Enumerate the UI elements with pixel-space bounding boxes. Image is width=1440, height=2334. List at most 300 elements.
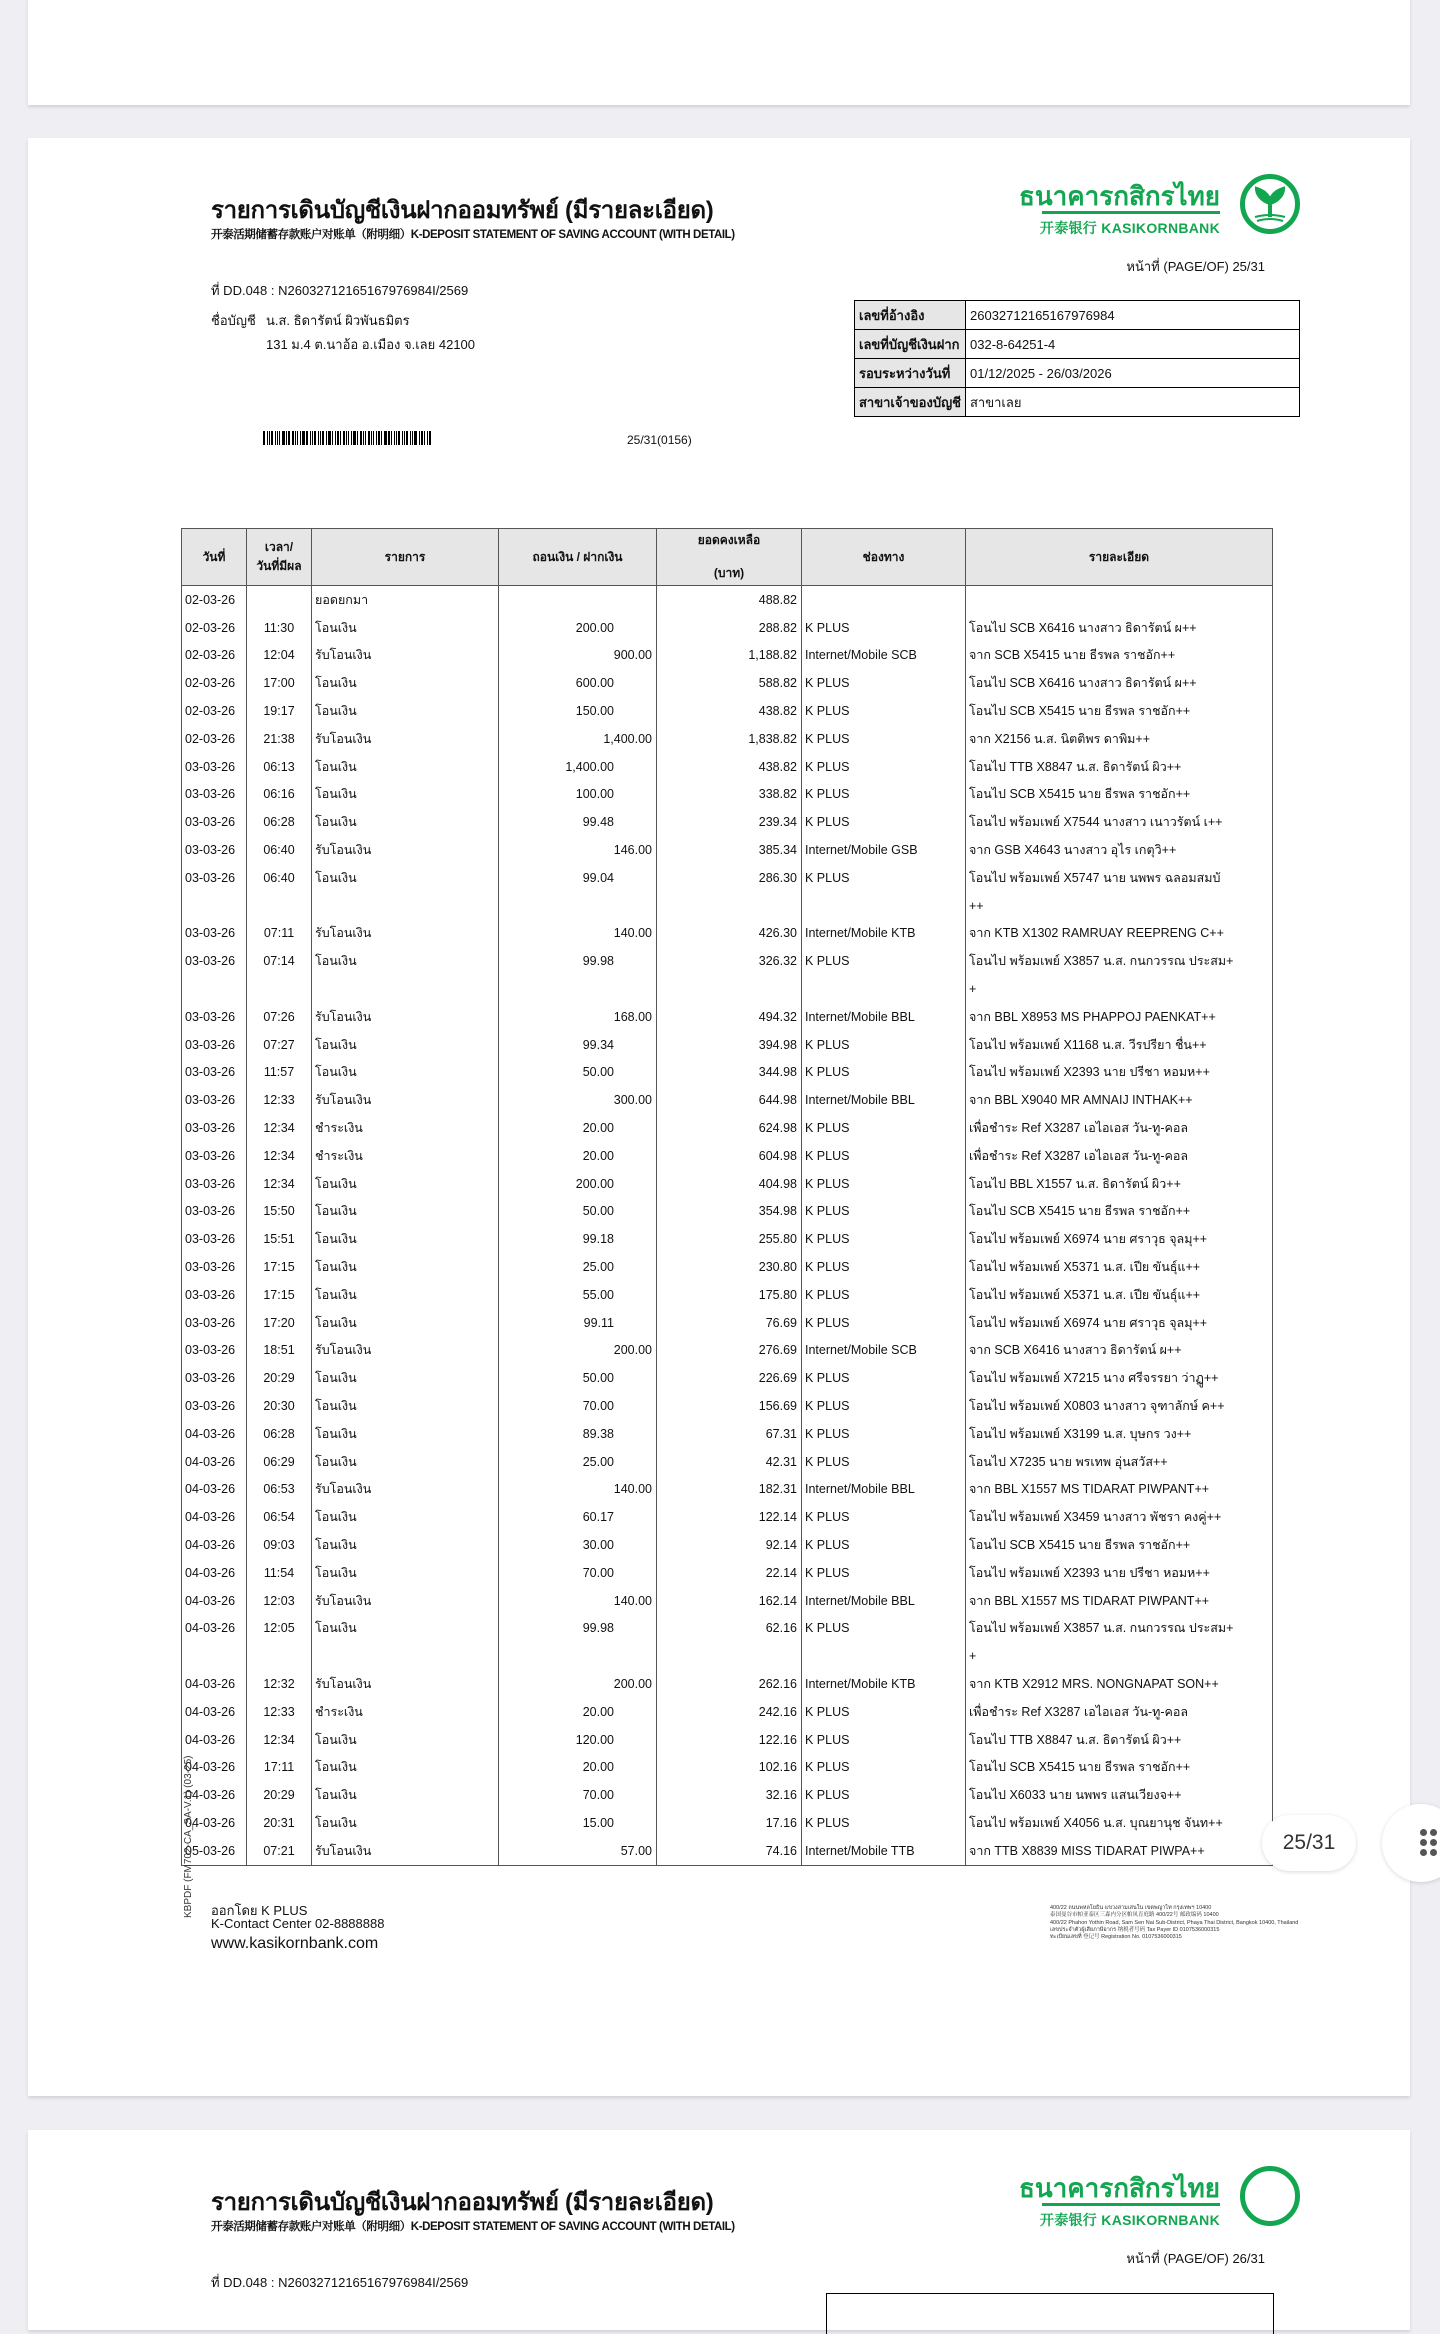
cell-time: 07:14: [247, 947, 312, 975]
barcode-bar: [353, 431, 356, 445]
cell-type: โอนเงิน: [312, 1753, 499, 1781]
table-row: [182, 669, 1273, 697]
cell-type: โอนเงิน: [312, 1420, 499, 1448]
cell-amount: 20.00: [499, 1698, 657, 1726]
barcode-bar: [300, 431, 301, 445]
cell-empty: [499, 975, 657, 1003]
cell-time: 15:51: [247, 1225, 312, 1253]
table-row: [182, 642, 1273, 670]
cell-time: 17:00: [247, 669, 312, 697]
cell-time: [247, 586, 312, 614]
cell-amount: 20.00: [499, 1142, 657, 1170]
barcode-bar: [398, 431, 400, 445]
cell-amount: 55.00: [499, 1281, 657, 1309]
website: www.kasikornbank.com: [211, 1935, 379, 1952]
table-row: [182, 1309, 1273, 1337]
cell-time: 06:29: [247, 1448, 312, 1476]
cell-time: 19:17: [247, 697, 312, 725]
cell-date: 02-03-26: [182, 697, 247, 725]
cell-time: 20:29: [247, 1364, 312, 1392]
info-row: [855, 301, 1300, 330]
cell-balance: 438.82: [657, 753, 802, 781]
cell-date: 02-03-26: [182, 586, 247, 614]
cell-date: 04-03-26: [182, 1587, 247, 1615]
cell-date: 04-03-26: [182, 1420, 247, 1448]
col-type: รายการ: [312, 529, 499, 586]
table-header-row: [182, 529, 1273, 586]
cell-date: 03-03-26: [182, 1003, 247, 1031]
cell-detail: โอนไป พร้อมเพย์ X5747 นาย นพพร ฉลอมสมบั: [966, 864, 1273, 892]
cell-channel: K PLUS: [802, 725, 966, 753]
bank-name-th: ธนาคารกสิกรไทย: [1019, 181, 1220, 211]
cell-channel: K PLUS: [802, 1225, 966, 1253]
cell-amount: 1,400.00: [499, 725, 657, 753]
table-row: [182, 920, 1273, 948]
cell-channel: K PLUS: [802, 1448, 966, 1476]
document-subtitle: 开泰活期储蓄存款账户对账单（附明细）K-DEPOSIT STATEMENT OF SAVING ACCOUNT (WITH DETAIL): [211, 2221, 735, 2233]
cell-detail: จาก KTB X2912 MRS. NONGNAPAT SON++: [966, 1670, 1273, 1698]
cell-balance: 385.34: [657, 836, 802, 864]
table-row-continuation: [182, 975, 1273, 1003]
info-value: สาขาเลย: [966, 388, 1300, 417]
cell-date: 03-03-26: [182, 1170, 247, 1198]
barcode-bar: [371, 431, 372, 445]
barcode-bar: [318, 431, 319, 445]
cell-detail: โอนไป พร้อมเพย์ X3857 น.ส. กนกวรรณ ประสม+: [966, 1614, 1273, 1642]
cell-balance: 262.16: [657, 1670, 802, 1698]
cell-type: โอนเงิน: [312, 1726, 499, 1754]
cell-detail: โอนไป พร้อมเพย์ X1168 น.ส. วีรปรียา ชื่น++: [966, 1031, 1273, 1059]
cell-amount: 120.00: [499, 1726, 657, 1754]
barcode-bar: [320, 431, 321, 445]
table-row: [182, 1753, 1273, 1781]
barcode-bar: [275, 431, 276, 445]
cell-time: 11:30: [247, 614, 312, 642]
cell-amount: 600.00: [499, 669, 657, 697]
cell-channel: K PLUS: [802, 808, 966, 836]
cell-detail: โอนไป พร้อมเพย์ X3857 น.ส. กนกวรรณ ประสม+: [966, 947, 1273, 975]
cell-detail: เพื่อชำระ Ref X3287 เอไอเอส วัน-ทู-คอล: [966, 1114, 1273, 1142]
cell-empty: [802, 892, 966, 920]
cell-detail: จาก BBL X1557 MS TIDARAT PIWPANT++: [966, 1476, 1273, 1504]
col-time: เวลา/ วันที่มีผล: [247, 529, 312, 586]
barcode-bar: [328, 431, 331, 445]
cell-balance: 255.80: [657, 1225, 802, 1253]
kbank-leaf-icon: [1240, 174, 1300, 234]
cell-detail: โอนไป พร้อมเพย์ X5371 น.ส. เปีย ขันธุ์แ++: [966, 1253, 1273, 1281]
barcode-bar: [404, 431, 405, 445]
cell-detail: จาก BBL X1557 MS TIDARAT PIWPANT++: [966, 1587, 1273, 1615]
cell-balance: 1,838.82: [657, 725, 802, 753]
form-code: KBPDF (FM702-CA_SA-V.1) (03-25): [183, 1755, 194, 1918]
cell-date: 03-03-26: [182, 864, 247, 892]
cell-channel: K PLUS: [802, 781, 966, 809]
table-row: [182, 781, 1273, 809]
cell-type: รับโอนเงิน: [312, 1337, 499, 1365]
cell-type: รับโอนเงิน: [312, 642, 499, 670]
table-row: [182, 586, 1273, 614]
col-date: วันที่: [182, 529, 247, 586]
cell-detail: จาก BBL X9040 MR AMNAIJ INTHAK++: [966, 1086, 1273, 1114]
cell-channel: K PLUS: [802, 1698, 966, 1726]
info-label: สาขาเจ้าของบัญชี: [855, 388, 966, 417]
cell-type: โอนเงิน: [312, 753, 499, 781]
cell-channel: Internet/Mobile BBL: [802, 1086, 966, 1114]
cell-type: โอนเงิน: [312, 1781, 499, 1809]
cell-channel: [802, 586, 966, 614]
cell-detail: โอนไป SCB X5415 นาย ธีรพล ราชอัก++: [966, 697, 1273, 725]
cell-date: 04-03-26: [182, 1503, 247, 1531]
cell-channel: Internet/Mobile BBL: [802, 1003, 966, 1031]
barcode-bar: [302, 431, 305, 445]
info-row: [855, 330, 1300, 359]
cell-detail: โอนไป TTB X8847 น.ส. ธิดารัตน์ ผิว++: [966, 1726, 1273, 1754]
table-row: [182, 1587, 1273, 1615]
cell-time: 21:38: [247, 725, 312, 753]
cell-amount: 57.00: [499, 1837, 657, 1865]
cell-empty: [657, 975, 802, 1003]
table-row: [182, 1781, 1273, 1809]
cell-channel: K PLUS: [802, 1753, 966, 1781]
table-row: [182, 1476, 1273, 1504]
cell-time: 12:33: [247, 1698, 312, 1726]
cell-detail-continuation: +: [966, 975, 1273, 1003]
cell-channel: K PLUS: [802, 1559, 966, 1587]
cell-empty: [182, 975, 247, 1003]
cell-empty: [182, 1642, 247, 1670]
account-name: น.ส. ธิดารัตน์ ผิวพันธมิตร: [266, 313, 410, 328]
col-channel: ช่องทาง: [802, 529, 966, 586]
cell-empty: [802, 975, 966, 1003]
contact-center: K-Contact Center 02-8888888: [211, 1916, 385, 1931]
cell-balance: 354.98: [657, 1198, 802, 1226]
table-row: [182, 1364, 1273, 1392]
barcode-bar: [373, 431, 374, 445]
cell-date: 04-03-26: [182, 1559, 247, 1587]
barcode-bar: [391, 431, 392, 445]
cell-date: 03-03-26: [182, 753, 247, 781]
cell-balance: 74.16: [657, 1837, 802, 1865]
barcode-bar: [410, 431, 411, 445]
cell-detail: โอนไป SCB X5415 นาย ธีรพล ราชอัก++: [966, 1198, 1273, 1226]
cell-type: โอนเงิน: [312, 947, 499, 975]
cell-time: 20:30: [247, 1392, 312, 1420]
cell-channel: K PLUS: [802, 1198, 966, 1226]
cell-channel: K PLUS: [802, 864, 966, 892]
cell-type: โอนเงิน: [312, 1198, 499, 1226]
cell-balance: 22.14: [657, 1559, 802, 1587]
cell-amount: 140.00: [499, 920, 657, 948]
cell-balance: 102.16: [657, 1753, 802, 1781]
cell-type: โอนเงิน: [312, 1503, 499, 1531]
cell-amount: 99.34: [499, 1031, 657, 1059]
table-row: [182, 725, 1273, 753]
statement-page: [28, 138, 1410, 2096]
cell-balance: 17.16: [657, 1809, 802, 1837]
table-row: [182, 1059, 1273, 1087]
barcode-bar: [332, 431, 333, 445]
cell-channel: K PLUS: [802, 1031, 966, 1059]
account-info-table: [826, 2293, 1274, 2334]
info-value: 032-8-64251-4: [966, 330, 1300, 359]
cell-type: ยอดยกมา: [312, 586, 499, 614]
cell-channel: K PLUS: [802, 1170, 966, 1198]
cell-type: ชำระเงิน: [312, 1142, 499, 1170]
cell-date: 03-03-26: [182, 781, 247, 809]
barcode-bar: [312, 431, 313, 445]
cell-amount: 50.00: [499, 1364, 657, 1392]
cell-date: 05-03-26: [182, 1837, 247, 1865]
cell-date: 04-03-26: [182, 1614, 247, 1642]
cell-balance: 326.32: [657, 947, 802, 975]
cell-amount: 89.38: [499, 1420, 657, 1448]
kasikornbank-logo: [1019, 2166, 1300, 2238]
table-row: [182, 1503, 1273, 1531]
table-row: [182, 1809, 1273, 1837]
next-page: [28, 2130, 1410, 2330]
issued-by: ออกโดย K PLUS: [211, 1903, 308, 1918]
cell-type: รับโอนเงิน: [312, 836, 499, 864]
cell-time: 12:34: [247, 1142, 312, 1170]
account-address: 131 ม.4 ต.นาอ้อ อ.เมือง จ.เลย 42100: [266, 337, 476, 352]
cell-time: 20:29: [247, 1781, 312, 1809]
cell-detail: [966, 586, 1273, 614]
cell-time: 12:32: [247, 1670, 312, 1698]
cell-detail: จาก SCB X6416 นางสาว ธิดารัตน์ ผ++: [966, 1337, 1273, 1365]
cell-channel: K PLUS: [802, 669, 966, 697]
cell-detail: โอนไป พร้อมเพย์ X7215 นาง ศรีจรรยา ว่าฏู++: [966, 1364, 1273, 1392]
barcode-bar: [263, 431, 265, 445]
address-line: ทะเบียนเลขที่ 登记号 Registration No. 0107536000315: [1050, 1934, 1182, 1941]
cell-detail: โอนไป พร้อมเพย์ X7544 นางสาว เนาวรัตน์ เ++: [966, 808, 1273, 836]
cell-channel: Internet/Mobile KTB: [802, 1670, 966, 1698]
cell-amount: 99.11: [499, 1309, 657, 1337]
info-value: 01/12/2025 - 26/03/2026: [966, 359, 1300, 388]
cell-empty: [312, 1642, 499, 1670]
cell-detail: โอนไป พร้อมเพย์ X6974 นาย ศราวุธ จุลมุ++: [966, 1309, 1273, 1337]
table-row: [182, 1003, 1273, 1031]
barcode-bar: [335, 431, 336, 445]
cell-balance: 156.69: [657, 1392, 802, 1420]
cell-type: โอนเงิน: [312, 808, 499, 836]
cell-channel: Internet/Mobile BBL: [802, 1587, 966, 1615]
table-row: [182, 1420, 1273, 1448]
cell-amount: 99.98: [499, 947, 657, 975]
cell-empty: [247, 892, 312, 920]
cell-channel: K PLUS: [802, 1364, 966, 1392]
cell-amount: 168.00: [499, 1003, 657, 1031]
cell-time: 06:28: [247, 1420, 312, 1448]
bank-name-en: 开泰银行 KASIKORNBANK: [1039, 220, 1220, 236]
cell-detail: โอนไป พร้อมเพย์ X2393 นาย ปรีชา หอมห++: [966, 1559, 1273, 1587]
cell-balance: 644.98: [657, 1086, 802, 1114]
cell-type: โอนเงิน: [312, 781, 499, 809]
barcode-bar: [346, 431, 347, 445]
barcode-bar: [310, 431, 311, 445]
cell-detail: โอนไป พร้อมเพย์ X3459 นางสาว พัชรา คงคู่++: [966, 1503, 1273, 1531]
cell-type: โอนเงิน: [312, 1170, 499, 1198]
cell-date: 03-03-26: [182, 1281, 247, 1309]
cell-time: 06:28: [247, 808, 312, 836]
cell-channel: K PLUS: [802, 1531, 966, 1559]
cell-amount: 50.00: [499, 1198, 657, 1226]
cell-detail: โอนไป SCB X6416 นางสาว ธิดารัตน์ ผ++: [966, 614, 1273, 642]
cell-channel: K PLUS: [802, 1420, 966, 1448]
cell-detail: โอนไป SCB X5415 นาย ธีรพล ราชอัก++: [966, 1753, 1273, 1781]
table-row: [182, 1170, 1273, 1198]
cell-type: ชำระเงิน: [312, 1114, 499, 1142]
cell-channel: K PLUS: [802, 1726, 966, 1754]
cell-amount: 200.00: [499, 1337, 657, 1365]
cell-balance: 162.14: [657, 1587, 802, 1615]
cell-date: 03-03-26: [182, 1059, 247, 1087]
cell-balance: 588.82: [657, 669, 802, 697]
info-label: เลขที่อ้างอิง: [855, 301, 966, 330]
cell-date: 02-03-26: [182, 642, 247, 670]
barcode-bar: [286, 431, 287, 445]
cell-type: รับโอนเงิน: [312, 1086, 499, 1114]
cell-type: โอนเงิน: [312, 697, 499, 725]
barcode-bar: [406, 431, 408, 445]
cell-type: โอนเงิน: [312, 1253, 499, 1281]
cell-channel: Internet/Mobile BBL: [802, 1476, 966, 1504]
table-row: [182, 1253, 1273, 1281]
cell-channel: Internet/Mobile TTB: [802, 1837, 966, 1865]
cell-balance: 230.80: [657, 1253, 802, 1281]
table-row: [182, 864, 1273, 892]
cell-amount: 1,400.00: [499, 753, 657, 781]
address-line: 泰国曼谷市帕亚泰区三森内分区帕凤育庭路 400/22号 邮政编码 10400: [1050, 1912, 1219, 1919]
cell-type: โอนเงิน: [312, 1031, 499, 1059]
cell-channel: Internet/Mobile GSB: [802, 836, 966, 864]
table-row: [182, 1086, 1273, 1114]
barcode-bar: [419, 431, 420, 445]
cell-date: 02-03-26: [182, 614, 247, 642]
bank-address: [1050, 1905, 1298, 1941]
cell-date: 03-03-26: [182, 1392, 247, 1420]
address-line: 400/22 Phahon Yothin Road, Sam Sen Nai Sub-District, Phaya Thai District, Bangkok 10400, Thailand: [1050, 1919, 1299, 1926]
cell-time: 11:57: [247, 1059, 312, 1087]
table-row: [182, 1559, 1273, 1587]
barcode-bar: [424, 431, 425, 445]
address-line: เลขประจำตัวผู้เสียภาษีอากร 纳税者号码 Tax Payer ID 0107536000315: [1050, 1926, 1220, 1933]
cell-amount: 70.00: [499, 1781, 657, 1809]
cell-time: 07:26: [247, 1003, 312, 1031]
cell-detail: จาก KTB X1302 RAMRUAY REEPRENG C++: [966, 920, 1273, 948]
barcode-bar: [429, 431, 431, 445]
cell-type: โอนเงิน: [312, 1614, 499, 1642]
cell-channel: Internet/Mobile KTB: [802, 920, 966, 948]
table-row: [182, 947, 1273, 975]
barcode-bar: [388, 431, 390, 445]
cell-date: 03-03-26: [182, 1198, 247, 1226]
cell-balance: 288.82: [657, 614, 802, 642]
cell-time: 06:13: [247, 753, 312, 781]
cell-channel: K PLUS: [802, 1114, 966, 1142]
cell-balance: 67.31: [657, 1420, 802, 1448]
bank-name-th: ธนาคารกสิกรไทย: [1019, 2173, 1220, 2203]
cell-channel: Internet/Mobile SCB: [802, 642, 966, 670]
cell-amount: 15.00: [499, 1809, 657, 1837]
cell-time: 12:34: [247, 1726, 312, 1754]
cell-detail: จาก BBL X8953 MS PHAPPOJ PAENKAT++: [966, 1003, 1273, 1031]
table-row: [182, 1726, 1273, 1754]
cell-type: รับโอนเงิน: [312, 1587, 499, 1615]
cell-time: 06:40: [247, 836, 312, 864]
cell-balance: 394.98: [657, 1031, 802, 1059]
cell-empty: [657, 1642, 802, 1670]
barcode-bar: [277, 431, 278, 445]
cell-detail: เพื่อชำระ Ref X3287 เอไอเอส วัน-ทู-คอล: [966, 1142, 1273, 1170]
barcode-bar: [402, 431, 403, 445]
table-row: [182, 1392, 1273, 1420]
cell-detail: โอนไป พร้อมเพย์ X3199 น.ส. บุษกร วง++: [966, 1420, 1273, 1448]
cell-date: 04-03-26: [182, 1698, 247, 1726]
cell-amount: 99.48: [499, 808, 657, 836]
cell-balance: 344.98: [657, 1059, 802, 1087]
table-row: [182, 1142, 1273, 1170]
page-indicator[interactable]: 25/31: [1262, 1815, 1356, 1871]
cell-balance: 338.82: [657, 781, 802, 809]
cell-channel: K PLUS: [802, 1503, 966, 1531]
col-balance: ยอดคงเหลือ (บาท): [657, 529, 802, 586]
cell-channel: K PLUS: [802, 1309, 966, 1337]
barcode-bar: [267, 431, 268, 445]
cell-date: 03-03-26: [182, 836, 247, 864]
cell-detail: โอนไป พร้อมเพย์ X4056 น.ส. บุณยานุช จันท++: [966, 1809, 1273, 1837]
cell-amount: 200.00: [499, 1670, 657, 1698]
cell-balance: 239.34: [657, 808, 802, 836]
cell-channel: K PLUS: [802, 697, 966, 725]
cell-channel: K PLUS: [802, 1781, 966, 1809]
cell-empty: [802, 1642, 966, 1670]
cell-date: 03-03-26: [182, 947, 247, 975]
cell-detail: จาก TTB X8839 MISS TIDARAT PIWPA++: [966, 1837, 1273, 1865]
cell-type: โอนเงิน: [312, 614, 499, 642]
cell-detail: โอนไป BBL X1557 น.ส. ธิดารัตน์ ผิว++: [966, 1170, 1273, 1198]
table-row-continuation: [182, 1642, 1273, 1670]
barcode-bar: [357, 431, 358, 445]
kasikornbank-logo: [1019, 174, 1300, 246]
cell-type: โอนเงิน: [312, 1364, 499, 1392]
cell-channel: K PLUS: [802, 1059, 966, 1087]
info-row: [855, 359, 1300, 388]
cell-amount: 900.00: [499, 642, 657, 670]
cell-amount: 20.00: [499, 1753, 657, 1781]
page-of-label: หน้าที่ (PAGE/OF) 25/31: [1126, 259, 1265, 274]
cell-empty: [499, 1642, 657, 1670]
cell-date: 03-03-26: [182, 1031, 247, 1059]
cell-balance: 488.82: [657, 586, 802, 614]
info-value: 26032712165167976984: [966, 301, 1300, 330]
table-row: [182, 697, 1273, 725]
cell-amount: 60.17: [499, 1503, 657, 1531]
cell-balance: 32.16: [657, 1781, 802, 1809]
cell-balance: 426.30: [657, 920, 802, 948]
cell-detail: โอนไป SCB X5415 นาย ธีรพล ราชอัก++: [966, 781, 1273, 809]
cell-detail: เพื่อชำระ Ref X3287 เอไอเอส วัน-ทู-คอล: [966, 1698, 1273, 1726]
cell-time: 12:34: [247, 1170, 312, 1198]
account-name-label: ชื่อบัญชี: [211, 313, 256, 328]
cell-detail: โอนไป TTB X8847 น.ส. ธิดารัตน์ ผิว++: [966, 753, 1273, 781]
barcode-bar: [337, 431, 339, 445]
barcode-bar: [378, 431, 380, 445]
cell-date: 03-03-26: [182, 1142, 247, 1170]
cell-date: 04-03-26: [182, 1531, 247, 1559]
cell-channel: K PLUS: [802, 1809, 966, 1837]
cell-amount: 100.00: [499, 781, 657, 809]
cell-amount: 99.04: [499, 864, 657, 892]
